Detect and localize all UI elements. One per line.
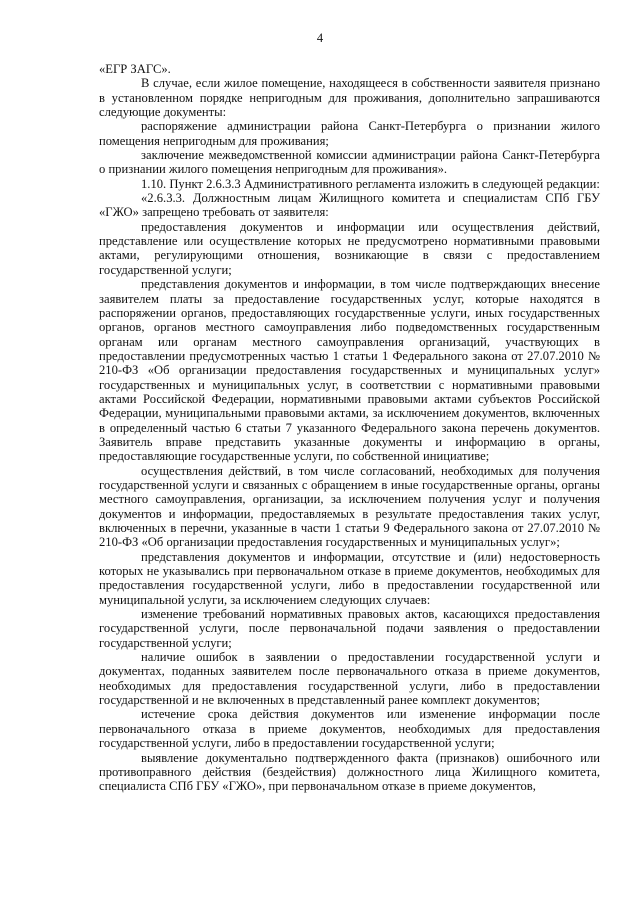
paragraph: наличие ошибок в заявлении о предоставлении государственной услуги и документах, поданных заявителем после первоначального отказа в приеме документов, необходимых для предоставления государственной услуги, либо в предоставлении государственной и не включенных в представленный ранее комплект документов; bbox=[99, 650, 600, 708]
paragraph: распоряжение администрации района Санкт-Петербурга о признании жилого помещения непригодным для проживания; bbox=[99, 119, 600, 148]
paragraph: «ЕГР ЗАГС». bbox=[99, 62, 171, 76]
paragraph: изменение требований нормативных правовых актов, касающихся предоставления государственной услуги, после первоначальной подачи заявления о предоставлении государственной услуги; bbox=[99, 607, 600, 650]
paragraph: В случае, если жилое помещение, находящееся в собственности заявителя признано в установленном порядке непригодным для проживания, дополнительно запрашиваются следующие документы: bbox=[99, 76, 600, 120]
paragraph: предоставления документов и информации или осуществления действий, представление или осуществление которых не предусмотрено нормативными правовыми актами, регулирующими отношения, возникающие в связи с предоставлением государственной услуги; bbox=[99, 219, 600, 277]
paragraph: представления документов и информации, в том числе подтверждающих внесение заявителем платы за предоставление государственных услуг, которые находятся в распоряжении органов, предоставляющих государственные услуги, иных государственных органов, органов местного самоуправления либо подведомственных государственным органам или органам местного самоуправления организаций, участвующих в предоставлении предусмотренных частью 1 статьи 1 Федерального закона от 27.07.2010 № 210-ФЗ «Об организации предоставления государственных и муниципальных услуг» государственных и муниципальных услуг, в соответствии с нормативными правовыми актами Российской Федерации, нормативными правовыми актами субъектов Российской Федерации, муниципальными правовыми актами, за исключением документов, включенных в определенный частью 6 статьи 7 указанного Федерального закона перечень документов. Заявитель вправе представить указанные документы и информацию в органы, предоставляющие государственные услуги, по собственной инициативе; bbox=[99, 277, 600, 464]
paragraph: 1.10. Пункт 2.6.3.3 Административного регламента изложить в следующей редакции: bbox=[141, 176, 600, 191]
paragraph: «2.6.3.3. Должностным лицам Жилищного комитета и специалистам СПб ГБУ «ГЖО» запрещено требовать от заявителя: bbox=[99, 191, 600, 220]
page-number: 4 bbox=[316, 31, 324, 45]
paragraph: выявление документально подтвержденного факта (признаков) ошибочного или противоправного действия (бездействия) должностного лица Жилищного комитета, специалиста СПб ГБУ «ГЖО», при первоначальном отказе в приеме документов, bbox=[99, 750, 600, 794]
document-body bbox=[99, 62, 600, 794]
paragraph: представления документов и информации, отсутствие и (или) недостоверность которых не указывались при первоначальном отказе в приеме документов, необходимых для предоставления государственной услуги, либо в предоставлении государственной или муниципальной услуги, за исключением следующих случаев: bbox=[99, 549, 600, 607]
paragraph: осуществления действий, в том числе согласований, необходимых для получения государственной услуги и связанных с обращением в иные государственные органы, органы местного самоуправления, организации, за исключением получения услуг и получения документов и информации, предоставляемых в результате предоставления таких услуг, включенных в перечни, указанные в части 1 статьи 9 Федерального закона от 27.07.2010 № 210-ФЗ «Об организации предоставления государственных и муниципальных услуг»; bbox=[99, 463, 600, 550]
paragraph: заключение межведомственной комиссии администрации района Санкт-Петербурга о признании жилого помещения непригодным для проживания». bbox=[99, 148, 600, 177]
paragraph: истечение срока действия документов или изменение информации после первоначального отказа в приеме документов, необходимых для предоставления государственной услуги, либо в предоставлении государственной услуги; bbox=[99, 707, 600, 751]
